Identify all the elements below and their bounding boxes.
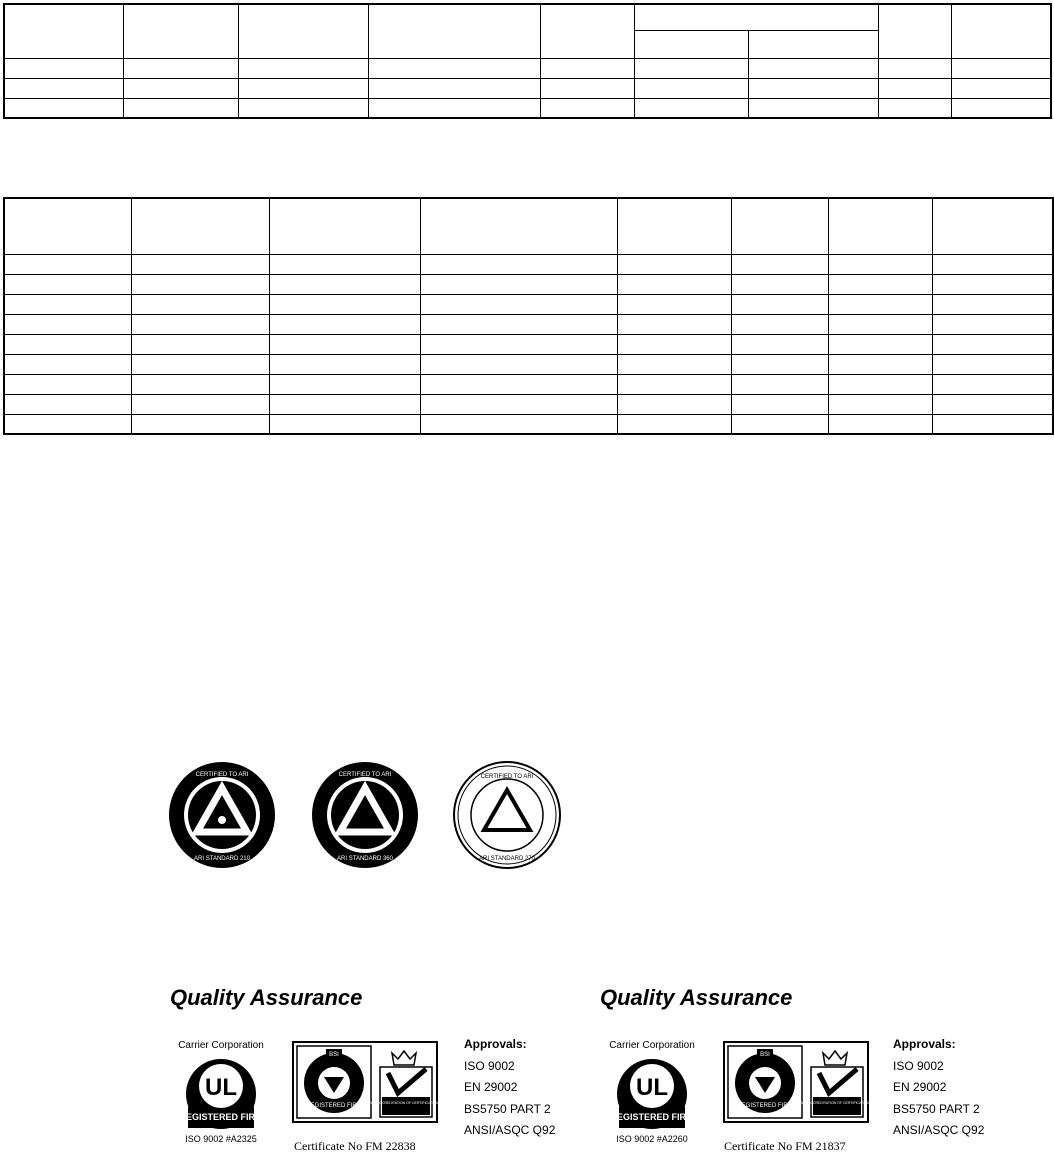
- svg-text:UL: UL: [636, 1074, 668, 1101]
- svg-text:UL: UL: [205, 1074, 237, 1101]
- table-cell: [828, 414, 932, 434]
- ari-360-seal-icon: [310, 760, 420, 870]
- spec-table-2: [3, 197, 1054, 435]
- table-cell: [540, 78, 634, 98]
- table-cell: [269, 314, 420, 334]
- table-cell: [634, 78, 748, 98]
- approval-item: BS5750 PART 2: [464, 1101, 551, 1116]
- svg-text:ISO 9002 #A2325: ISO 9002 #A2325: [185, 1134, 257, 1144]
- svg-text:BSI: BSI: [760, 1052, 770, 1058]
- table-header-cell: [123, 4, 238, 58]
- table-cell: [951, 78, 1051, 98]
- table-cell: [131, 334, 269, 354]
- table-cell: [932, 334, 1053, 354]
- table-cell: [131, 414, 269, 434]
- table-cell: [131, 374, 269, 394]
- table-cell: [828, 394, 932, 414]
- svg-text:CERTIFIED TO ARI: CERTIFIED TO ARI: [338, 772, 392, 778]
- table-cell: [932, 414, 1053, 434]
- table-cell: [123, 98, 238, 118]
- svg-text:Carrier Corporation: Carrier Corporation: [178, 1040, 264, 1051]
- table-cell: [540, 58, 634, 78]
- table-header-cell: [131, 198, 269, 254]
- approvals-list: [464, 1034, 555, 1142]
- table-cell: [4, 414, 131, 434]
- table-cell: [4, 254, 131, 274]
- spec-table-1: [3, 3, 1052, 119]
- table-cell: [828, 274, 932, 294]
- table-cell: [878, 98, 951, 118]
- table-cell: [617, 314, 731, 334]
- table-row: [4, 314, 1053, 334]
- table-cell: [420, 374, 617, 394]
- table-row: [4, 294, 1053, 314]
- table-row: [4, 354, 1053, 374]
- table-header-cell: [368, 4, 540, 58]
- table-cell: [4, 354, 131, 374]
- table-row: [4, 78, 1051, 98]
- bsi-registered-firm-logo-icon: [723, 1041, 884, 1123]
- table-row: [4, 374, 1053, 394]
- table-cell: [932, 274, 1053, 294]
- svg-text:CERTIFIED TO ARI: CERTIFIED TO ARI: [195, 772, 249, 778]
- table-cell: [617, 334, 731, 354]
- table-cell: [269, 274, 420, 294]
- table-subheader-cell: [634, 30, 748, 58]
- table-cell: [269, 414, 420, 434]
- svg-text:REGISTERED FIRM: REGISTERED FIRM: [179, 1112, 263, 1122]
- svg-text:BSI: BSI: [329, 1052, 339, 1058]
- table-cell: [269, 374, 420, 394]
- table-header-cell: [951, 4, 1051, 58]
- table-cell: [731, 274, 828, 294]
- table-header-cell: [269, 198, 420, 254]
- table-cell: [420, 354, 617, 374]
- table-cell: [878, 58, 951, 78]
- approval-item: EN 29002: [893, 1080, 947, 1094]
- svg-text:Carrier Corporation: Carrier Corporation: [609, 1040, 695, 1051]
- table-cell: [731, 254, 828, 274]
- svg-text:ARI STANDARD 360: ARI STANDARD 360: [337, 856, 393, 862]
- svg-text:NATIONAL ACCREDITATION OF CERT: NATIONAL ACCREDITATION OF CERTIFICATION BODIES: [359, 1101, 453, 1105]
- table-header-cell: [420, 198, 617, 254]
- bsi-registered-firm-logo-icon: [292, 1041, 453, 1123]
- table-cell: [238, 58, 368, 78]
- table-cell: [617, 414, 731, 434]
- approval-item: ANSI/ASQC Q92: [893, 1123, 985, 1137]
- table-cell: [951, 58, 1051, 78]
- table-cell: [932, 294, 1053, 314]
- table-cell: [420, 314, 617, 334]
- table-cell: [932, 354, 1053, 374]
- qa-title: Quality Assurance: [170, 985, 363, 1010]
- table-cell: [131, 314, 269, 334]
- table-header-cell: [238, 4, 368, 58]
- table-cell: [634, 58, 748, 78]
- ul-registered-firm-logo-icon: [166, 1036, 276, 1146]
- table-cell: [932, 394, 1053, 414]
- qa-title: Quality Assurance: [600, 985, 793, 1010]
- certificate-number: Certificate No FM 22838: [294, 1139, 416, 1153]
- table-cell: [4, 98, 123, 118]
- table-cell: [238, 78, 368, 98]
- ul-registered-firm-logo-icon: [597, 1036, 707, 1146]
- table-cell: [617, 274, 731, 294]
- table-cell: [748, 98, 878, 118]
- table-header-cell: [4, 4, 123, 58]
- table-cell: [828, 314, 932, 334]
- table-cell: [4, 334, 131, 354]
- table-header-cell: [828, 198, 932, 254]
- table-cell: [420, 274, 617, 294]
- table-row: [4, 98, 1051, 118]
- table-cell: [634, 98, 748, 118]
- table-cell: [951, 98, 1051, 118]
- table-subheader-cell: [748, 30, 878, 58]
- table-header-cell: [731, 198, 828, 254]
- table-row: [4, 394, 1053, 414]
- table-cell: [420, 414, 617, 434]
- table-cell: [617, 374, 731, 394]
- table-row: [4, 254, 1053, 274]
- table-cell: [269, 354, 420, 374]
- table-row: [4, 334, 1053, 354]
- svg-text:ARI STANDARD 210: ARI STANDARD 210: [194, 856, 250, 862]
- table-cell: [828, 334, 932, 354]
- approval-item: ISO 9002: [893, 1058, 944, 1073]
- table-cell: [731, 294, 828, 314]
- table-cell: [617, 294, 731, 314]
- table-cell: [878, 78, 951, 98]
- svg-text:REGISTERED FIRM: REGISTERED FIRM: [610, 1112, 694, 1122]
- table-cell: [4, 394, 131, 414]
- table-cell: [932, 254, 1053, 274]
- approvals-heading: Approvals:: [893, 1037, 956, 1051]
- table-cell: [4, 314, 131, 334]
- approval-item: BS5750 PART 2: [893, 1101, 980, 1116]
- approval-item: ISO 9002: [464, 1058, 515, 1073]
- table-cell: [617, 394, 731, 414]
- svg-text:ARI STANDARD 270: ARI STANDARD 270: [479, 856, 535, 862]
- svg-text:NATIONAL ACCREDITATION OF CERT: NATIONAL ACCREDITATION OF CERTIFICATION BODIES: [790, 1101, 884, 1105]
- table-row: [4, 274, 1053, 294]
- table-header-cell: [878, 4, 951, 58]
- table-cell: [4, 374, 131, 394]
- approval-item: ANSI/ASQC Q92: [464, 1123, 556, 1137]
- table-cell: [368, 98, 540, 118]
- table-row: [4, 414, 1053, 434]
- table-cell: [748, 58, 878, 78]
- table-cell: [269, 334, 420, 354]
- ari-210-seal-icon: [167, 760, 277, 870]
- table-header-cell: [4, 198, 131, 254]
- table-cell: [131, 394, 269, 414]
- certificate-number: Certificate No FM 21837: [724, 1139, 846, 1153]
- table-cell: [617, 354, 731, 374]
- table-cell: [269, 254, 420, 274]
- table-cell: [131, 274, 269, 294]
- table-cell: [420, 294, 617, 314]
- svg-text:REGISTERED FIRM: REGISTERED FIRM: [737, 1103, 793, 1109]
- table-header-cell: [540, 4, 634, 58]
- table-cell: [368, 78, 540, 98]
- table-header-cell: [617, 198, 731, 254]
- table-cell: [731, 374, 828, 394]
- svg-text:ISO 9002 #A2260: ISO 9002 #A2260: [616, 1134, 688, 1144]
- table-cell: [731, 354, 828, 374]
- table-cell: [731, 394, 828, 414]
- ari-270-seal-icon: [452, 760, 562, 870]
- approval-item: EN 29002: [464, 1080, 518, 1094]
- table-cell: [4, 58, 123, 78]
- table-cell: [731, 314, 828, 334]
- table-cell: [420, 334, 617, 354]
- table-cell: [4, 78, 123, 98]
- table-cell: [4, 274, 131, 294]
- table-cell: [123, 78, 238, 98]
- approvals-heading: Approvals:: [464, 1037, 527, 1051]
- svg-text:REGISTERED FIRM: REGISTERED FIRM: [306, 1103, 362, 1109]
- table-header-cell: [932, 198, 1053, 254]
- table-cell: [269, 394, 420, 414]
- table-cell: [420, 254, 617, 274]
- table-cell: [932, 374, 1053, 394]
- table-cell: [731, 334, 828, 354]
- table-cell: [748, 78, 878, 98]
- table-cell: [123, 58, 238, 78]
- table-cell: [828, 294, 932, 314]
- table-cell: [269, 294, 420, 314]
- table-cell: [617, 254, 731, 274]
- table-cell: [932, 314, 1053, 334]
- table-cell: [828, 374, 932, 394]
- table-cell: [828, 254, 932, 274]
- table-header-group-cell: [634, 4, 878, 30]
- table-cell: [4, 294, 131, 314]
- svg-text:CERTIFIED TO ARI: CERTIFIED TO ARI: [480, 774, 534, 780]
- table-row: [4, 58, 1051, 78]
- table-cell: [420, 394, 617, 414]
- table-cell: [828, 354, 932, 374]
- table-cell: [131, 294, 269, 314]
- table-cell: [131, 354, 269, 374]
- table-cell: [131, 254, 269, 274]
- table-cell: [238, 98, 368, 118]
- table-cell: [731, 414, 828, 434]
- table-cell: [540, 98, 634, 118]
- table-cell: [368, 58, 540, 78]
- approvals-list: [893, 1034, 984, 1142]
